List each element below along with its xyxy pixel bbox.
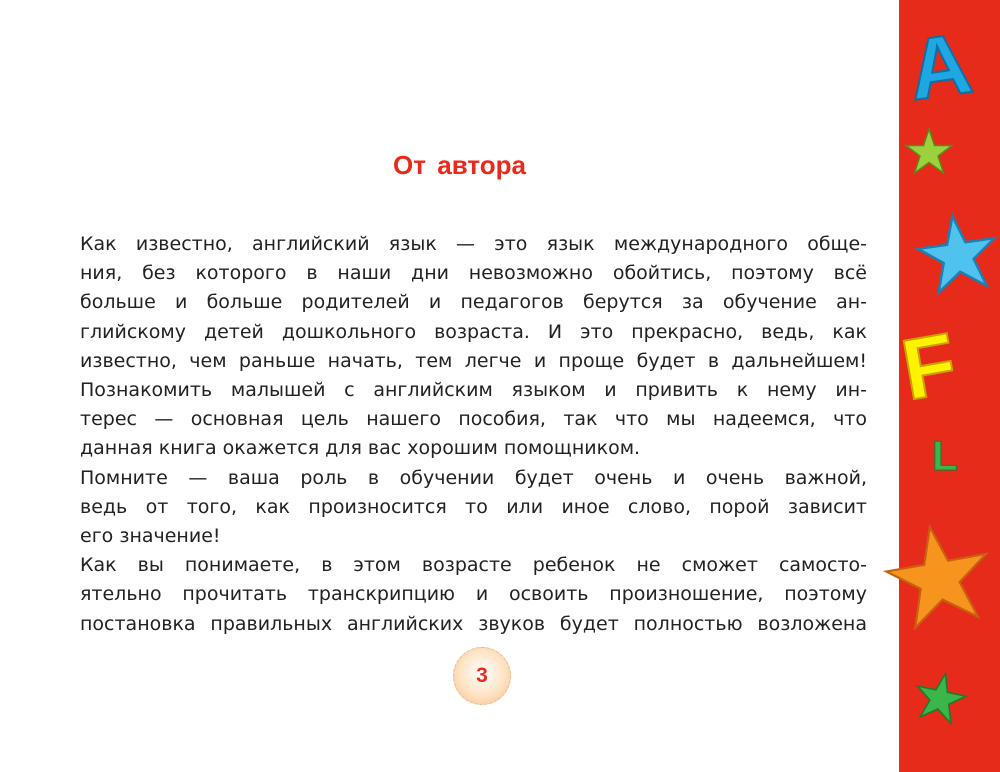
text-line: ния, без которого в наши дни невозможно обойтись, поэтому всё xyxy=(80,262,867,285)
letter-a-decor: A xyxy=(902,15,978,119)
paragraph-4 xyxy=(80,551,867,639)
green-star-small-icon xyxy=(913,672,967,726)
text-line: Как вы понимаете, в этом возрасте ребенок не сможет самосто- xyxy=(80,554,867,577)
paragraph-2 xyxy=(80,376,867,464)
body-text xyxy=(80,230,867,639)
text-line: Как известно, английский язык — это язык международного обще- xyxy=(80,233,867,255)
letter-f-decor: F xyxy=(894,315,964,419)
page-number-badge xyxy=(453,647,511,705)
text-line: данная книга окажется для вас хорошим помощником. xyxy=(80,437,641,460)
letter-l-decor: L xyxy=(932,432,958,479)
text-line: больше и больше родителей и педагогов берутся за обучение ан- xyxy=(80,291,867,314)
text-line: ятельно прочитать транскрипцию и освоить произношение, поэтому xyxy=(80,583,867,606)
blue-star-icon xyxy=(916,214,1000,298)
text-line: Помните — ваша роль в обучении будет очень и очень важной, xyxy=(80,466,867,489)
page-title: От автора xyxy=(393,150,526,180)
orange-star-icon xyxy=(884,524,994,634)
text-line: постановка правильных английских звуков будет полностью возложена xyxy=(80,612,867,635)
paragraph-1 xyxy=(80,230,867,376)
text-line: его значение! xyxy=(80,525,221,548)
green-star-icon xyxy=(904,128,954,178)
text-line: глийскому детей дошкольного возраста. И это прекрасно, ведь, как xyxy=(80,320,867,343)
text-line: Познакомить малышей с английским языком и привить к нему ин- xyxy=(80,379,867,402)
text-line: известно, чем раньше начать, тем легче и проще будет в дальнейшем! xyxy=(80,349,867,372)
paragraph-3 xyxy=(80,464,867,552)
text-line: терес — основная цель нашего пособия, так что мы надеемся, что xyxy=(80,408,867,431)
text-line: ведь от того, как произносится то или иное слово, порой зависит xyxy=(80,495,867,518)
page-number: 3 xyxy=(476,664,488,687)
